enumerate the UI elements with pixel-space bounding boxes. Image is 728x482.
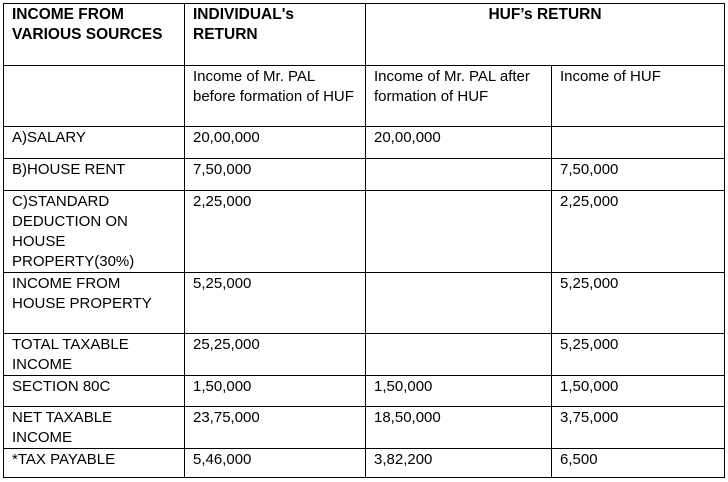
cell-huf: 6,500 [552, 449, 725, 478]
cell-huf: 5,25,000 [552, 273, 725, 334]
cell-after [366, 191, 552, 273]
cell-before: 5,46,000 [185, 449, 366, 478]
row-label: NET TAXABLE INCOME [4, 407, 185, 449]
cell-huf: 2,25,000 [552, 191, 725, 273]
cell-before: 23,75,000 [185, 407, 366, 449]
cell-after: 20,00,000 [366, 127, 552, 159]
row-label: INCOME FROM HOUSE PROPERTY [4, 273, 185, 334]
row-label: TOTAL TAXABLE INCOME [4, 334, 185, 376]
cell-huf: 7,50,000 [552, 159, 725, 191]
income-comparison-table [3, 3, 725, 478]
cell-after: 18,50,000 [366, 407, 552, 449]
table-row [4, 159, 725, 191]
table-row [4, 376, 725, 407]
cell-after [366, 159, 552, 191]
row-label: *TAX PAYABLE [4, 449, 185, 478]
row-label: SECTION 80C [4, 376, 185, 407]
subheader-after-huf: Income of Mr. PAL after formation of HUF [366, 66, 552, 127]
header-individual-return: INDIVIDUAL's RETURN [185, 4, 366, 66]
header-income-sources: INCOME FROM VARIOUS SOURCES [4, 4, 185, 66]
cell-before: 2,25,000 [185, 191, 366, 273]
cell-before: 5,25,000 [185, 273, 366, 334]
subheader-huf-income: Income of HUF [552, 66, 725, 127]
table-row [4, 127, 725, 159]
header-huf-return: HUF’s RETURN [366, 4, 725, 66]
row-label: C)STANDARD DEDUCTION ON HOUSE PROPERTY(30%) [4, 191, 185, 273]
cell-after: 3,82,200 [366, 449, 552, 478]
cell-before: 1,50,000 [185, 376, 366, 407]
cell-huf: 3,75,000 [552, 407, 725, 449]
cell-before: 7,50,000 [185, 159, 366, 191]
cell-after [366, 273, 552, 334]
cell-before: 20,00,000 [185, 127, 366, 159]
table-row [4, 334, 725, 376]
subheader-empty [4, 66, 185, 127]
cell-huf: 1,50,000 [552, 376, 725, 407]
table-row [4, 449, 725, 478]
cell-after [366, 334, 552, 376]
cell-after: 1,50,000 [366, 376, 552, 407]
table-row [4, 191, 725, 273]
row-label: B)HOUSE RENT [4, 159, 185, 191]
table-subheader-row [4, 66, 725, 127]
row-label: A)SALARY [4, 127, 185, 159]
table-row [4, 407, 725, 449]
subheader-before-huf: Income of Mr. PAL before formation of HUF [185, 66, 366, 127]
table-header-row [4, 4, 725, 66]
cell-huf: 5,25,000 [552, 334, 725, 376]
cell-before: 25,25,000 [185, 334, 366, 376]
table-row [4, 273, 725, 334]
cell-huf [552, 127, 725, 159]
